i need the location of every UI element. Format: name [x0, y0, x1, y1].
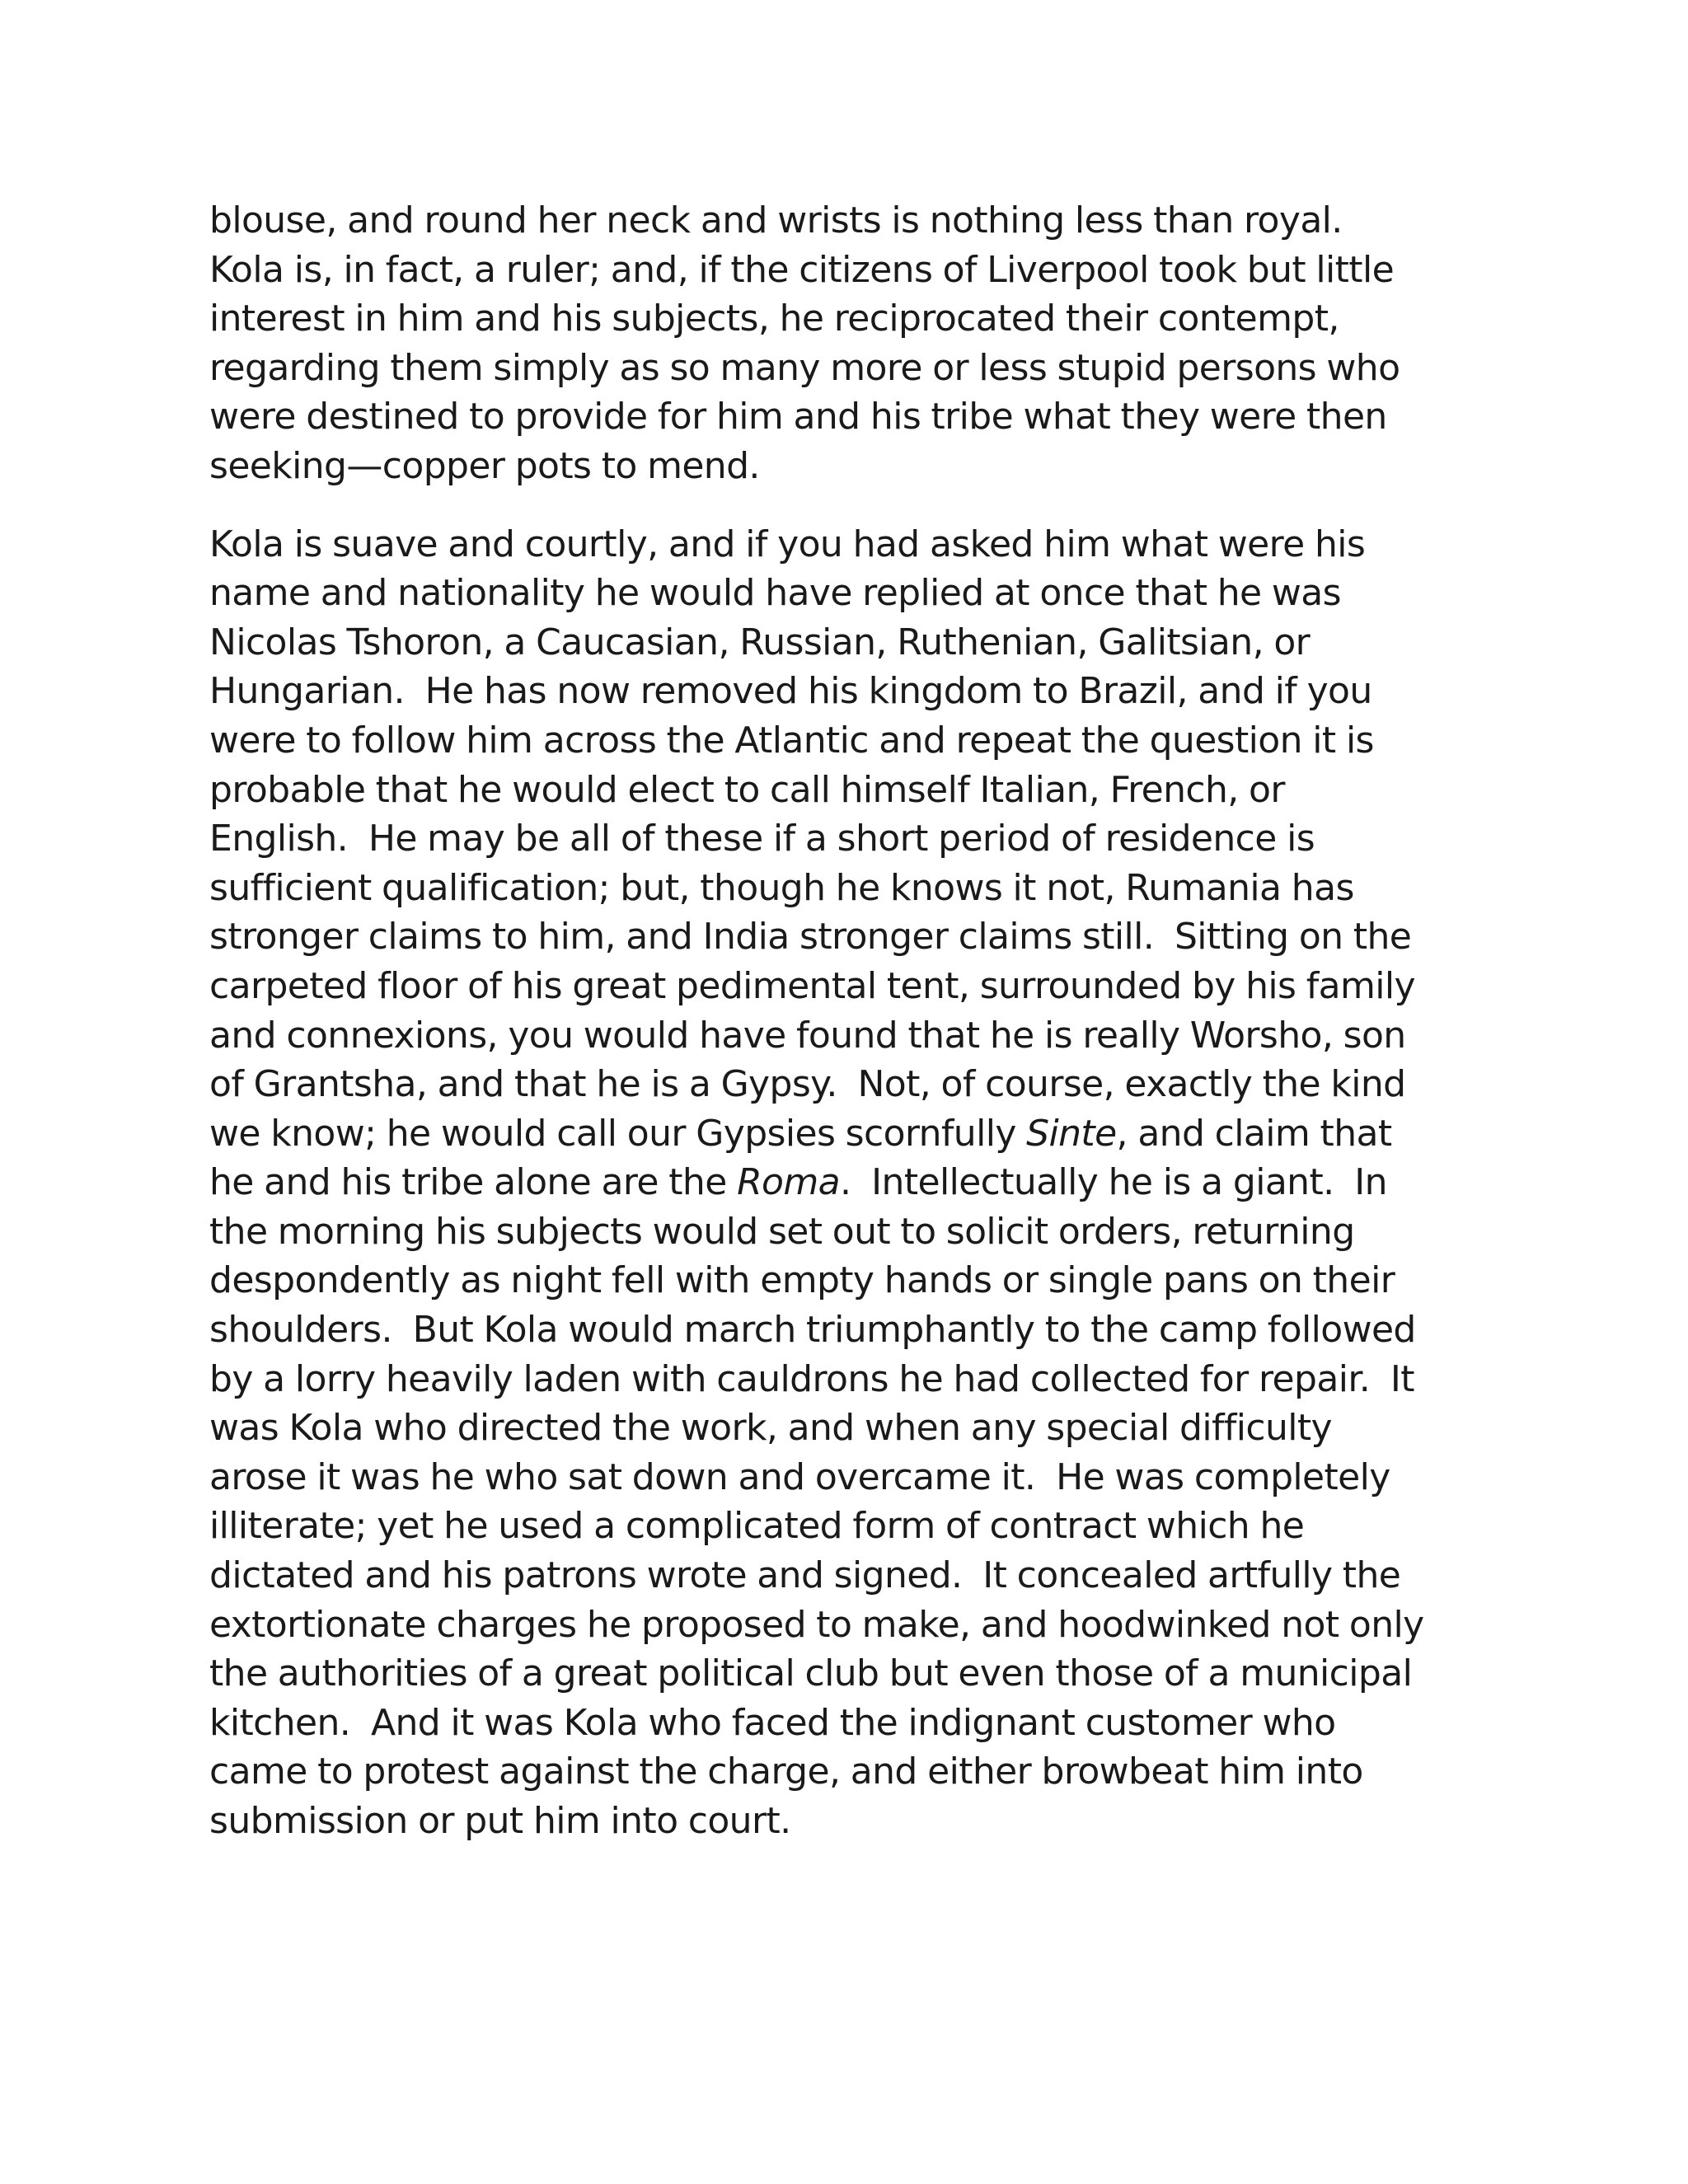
text-line: [209, 716, 1495, 766]
text-segment: by a lorry heavily laden with cauldrons he had collected for repair. It: [209, 1357, 1414, 1400]
text-line: [209, 1158, 1495, 1207]
paragraph-gap: [209, 491, 1495, 520]
text-line: [209, 1355, 1495, 1404]
text-segment: Kola is, in fact, a ruler; and, if the citizens of Liverpool took but little: [209, 248, 1395, 291]
text-segment: stronger claims to him, and India stronger claims still. Sitting on the: [209, 916, 1412, 958]
text-segment: came to protest against the charge, and either browbeat him into: [209, 1750, 1363, 1793]
text-segment: of Grantsha, and that he is a Gypsy. Not, of course, exactly the kind: [209, 1063, 1406, 1106]
text-segment: probable that he would elect to call himself Italian, French, or: [209, 768, 1285, 811]
text-segment: , and claim that: [1116, 1112, 1392, 1155]
text-line: [209, 196, 1495, 246]
text-segment: English. He may be all of these if a short period of residence is: [209, 818, 1315, 860]
text-segment: name and nationality he would have replied at once that he was: [209, 572, 1341, 615]
text-line: [209, 520, 1495, 569]
text-line: [209, 766, 1495, 815]
text-line: [209, 1797, 1495, 1846]
text-line: [209, 962, 1495, 1011]
text-segment: blouse, and round her neck and wrists is nothing less than royal.: [209, 199, 1343, 241]
body-text: [209, 196, 1495, 1846]
text-line: [209, 569, 1495, 618]
text-line: [209, 1747, 1495, 1797]
text-line: [209, 294, 1495, 344]
text-line: [209, 1256, 1495, 1305]
text-segment: regarding them simply as so many more or less stupid persons who: [209, 346, 1400, 389]
paragraph: [209, 196, 1495, 491]
text-line: [209, 442, 1495, 491]
text-line: [209, 1551, 1495, 1601]
text-line: [209, 1649, 1495, 1699]
text-segment: submission or put him into court.: [209, 1800, 791, 1842]
text-segment: Hungarian. He has now removed his kingdom to Brazil, and if you: [209, 670, 1372, 713]
text-line: [209, 1699, 1495, 1748]
text-segment: illiterate; yet he used a complicated form of contract which he: [209, 1505, 1305, 1548]
italic-term: Roma: [737, 1161, 840, 1204]
text-line: [209, 667, 1495, 716]
text-segment: shoulders. But Kola would march triumphantly to the camp followed: [209, 1309, 1416, 1352]
text-line: [209, 344, 1495, 393]
text-segment: were to follow him across the Atlantic and repeat the question it is: [209, 719, 1374, 762]
text-line: [209, 1060, 1495, 1109]
text-segment: despondently as night fell with empty hands or single pans on their: [209, 1259, 1395, 1302]
text-segment: carpeted floor of his great pedimental tent, surrounded by his family: [209, 964, 1415, 1007]
text-segment: kitchen. And it was Kola who faced the indignant customer who: [209, 1701, 1336, 1744]
text-line: [209, 392, 1495, 442]
text-line: [209, 1502, 1495, 1551]
text-line: [209, 814, 1495, 864]
text-segment: sufficient qualification; but, though he knows it not, Rumania has: [209, 866, 1354, 909]
text-segment: . Intellectually he is a giant. In: [840, 1161, 1387, 1204]
text-segment: we know; he would call our Gypsies scornfully: [209, 1112, 1027, 1155]
text-line: [209, 1109, 1495, 1159]
text-line: [209, 912, 1495, 962]
text-segment: dictated and his patrons wrote and signed. It concealed artfully the: [209, 1554, 1401, 1597]
text-segment: extortionate charges he proposed to make, and hoodwinked not only: [209, 1603, 1424, 1646]
text-segment: he and his tribe alone are the: [209, 1161, 738, 1204]
text-line: [209, 1305, 1495, 1355]
text-segment: Nicolas Tshoron, a Caucasian, Russian, Ruthenian, Galitsian, or: [209, 621, 1311, 663]
text-line: [209, 1011, 1495, 1061]
italic-term: Sinte: [1026, 1112, 1117, 1155]
text-line: [209, 1601, 1495, 1650]
text-line: [209, 1453, 1495, 1502]
text-segment: were destined to provide for him and his tribe what they were then: [209, 396, 1387, 438]
text-line: [209, 864, 1495, 913]
text-line: [209, 246, 1495, 295]
text-line: [209, 618, 1495, 668]
text-segment: and connexions, you would have found that he is really Worsho, son: [209, 1014, 1406, 1057]
text-segment: arose it was he who sat down and overcame it. He was completely: [209, 1455, 1390, 1498]
text-segment: the authorities of a great political club but even those of a municipal: [209, 1652, 1413, 1695]
text-segment: the morning his subjects would set out to solicit orders, returning: [209, 1210, 1355, 1253]
text-line: [209, 1404, 1495, 1453]
text-line: [209, 1207, 1495, 1257]
text-segment: was Kola who directed the work, and when any special difficulty: [209, 1407, 1332, 1450]
text-segment: seeking—copper pots to mend.: [209, 444, 760, 487]
text-segment: interest in him and his subjects, he reciprocated their contempt,: [209, 298, 1339, 340]
text-segment: Kola is suave and courtly, and if you had asked him what were his: [209, 523, 1366, 565]
paragraph: [209, 520, 1495, 1846]
